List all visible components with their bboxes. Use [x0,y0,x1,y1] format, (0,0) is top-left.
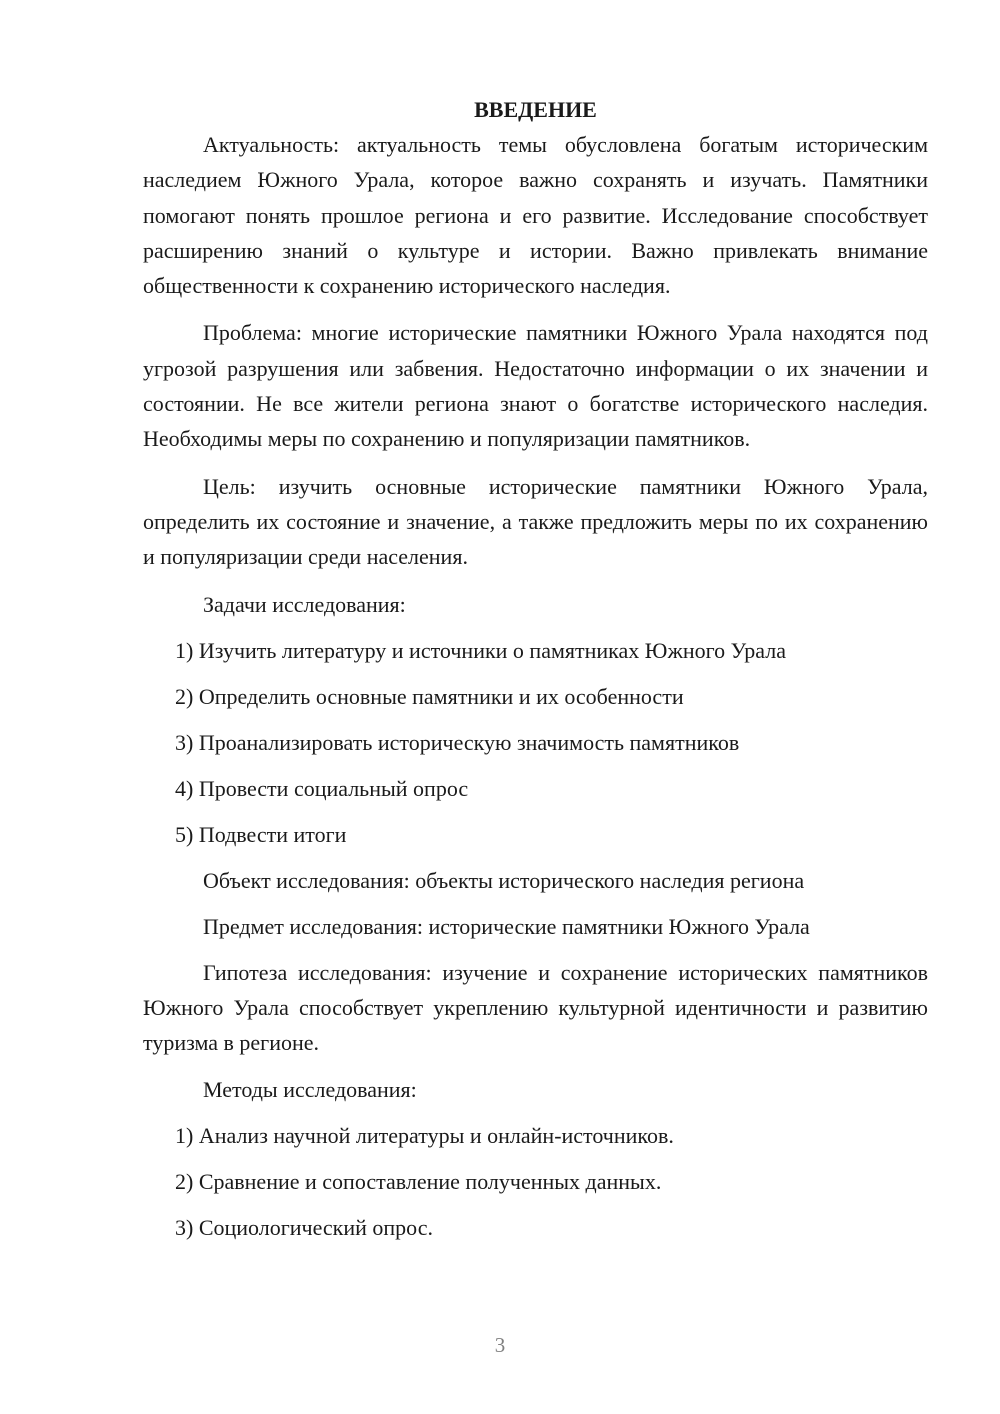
relevance-paragraph: Актуальность: актуальность темы обусловлена богатым историческим наследием Южного Урала, которое важно сохранять и изучать. Памятники помогают понять прошлое региона и его развитие. Исследование способствует расширению знаний о культуре и истории. Важно привлекать внимание общественности к сохранению исторического наследия. [143,132,928,299]
task-item: 5) Подвести итоги [175,821,347,847]
spacer [143,1060,928,1072]
method-item: 1) Анализ научной литературы и онлайн-источников. [175,1123,674,1149]
problem-paragraph: Проблема: многие исторические памятники Южного Урала находятся под угрозой разрушения или забвения. Недостаточно информации о их значении и состоянии. Не все жители региона знают о богатстве исторического наследия. Необходимы меры по сохранению и популяризации памятников. [143,320,928,452]
spacer [143,668,928,679]
methods-heading: Методы исследования: [203,1077,417,1103]
method-item: 3) Социологический опрос. [175,1215,433,1241]
spacer [143,457,928,469]
page-number: 3 [494,1333,506,1357]
task-item: 3) Проанализировать историческую значимость памятников [175,729,740,755]
spacer [143,1107,928,1118]
spacer [143,898,928,909]
hypothesis-paragraph: Гипотеза исследования: изучение и сохранение исторических памятников Южного Урала способствует укреплению культурной идентичности и развитию туризма в регионе. [143,959,928,1056]
research-subject: Предмет исследования: исторические памятники Южного Урала [203,913,810,939]
spacer [143,852,928,863]
spacer [143,303,928,315]
spacer [143,1153,928,1164]
spacer [143,944,928,955]
task-item: 4) Провести социальный опрос [175,775,469,801]
spacer [143,1199,928,1210]
spacer [143,622,928,633]
tasks-heading: Задачи исследования: [203,591,406,617]
goal-paragraph: Цель: изучить основные исторические памятники Южного Урала, определить их состояние и значение, а также предложить меры по их сохранению и популяризации среди населения. [143,473,928,570]
task-item: 2) Определить основные памятники и их особенности [175,683,684,709]
spacer [143,760,928,771]
task-item: 1) Изучить литературу и источники о памятниках Южного Урала [175,637,786,663]
document-page [143,92,928,1245]
research-object: Объект исследования: объекты исторического наследия региона [203,867,805,893]
section-title: ВВЕДЕНИЕ [474,97,597,122]
spacer [143,575,928,587]
method-item: 2) Сравнение и сопоставление полученных данных. [175,1169,662,1195]
spacer [143,714,928,725]
spacer [143,806,928,817]
